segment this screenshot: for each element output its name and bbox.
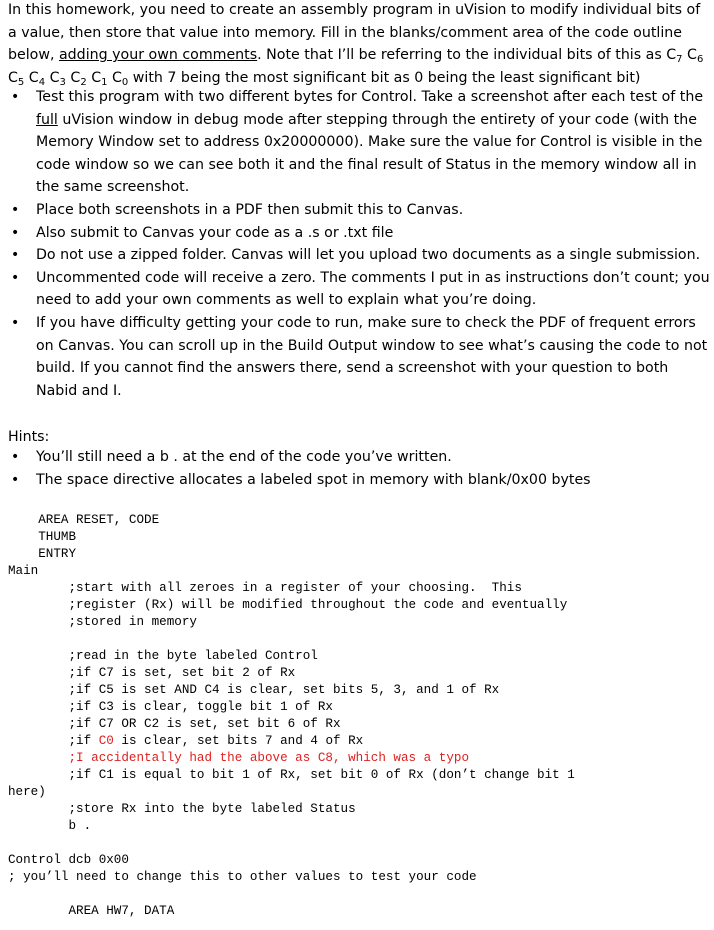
intro-text-3: with 7 being the most significant bit as 0 being the least significant bit)	[128, 69, 641, 86]
code-line-tail: is clear, set bits 7 and 4 of Rx	[113, 734, 364, 748]
code-line: AREA RESET, CODE	[8, 513, 160, 527]
code-line: ;stored in memory	[8, 615, 197, 629]
intro-text-1: In this homework, you need to create an assembly program in uVision to modify individual bits of a value, then store that value into memory. Fill in the blanks/comment area of the code outline below,	[8, 2, 701, 64]
code-line: Main	[8, 564, 39, 578]
list-item	[8, 222, 710, 245]
code-line: ;if C1 is equal to bit 1 of Rx, set bit 0 of Rx (don’t change bit 1	[8, 768, 575, 782]
bullet-text: Do not use a zipped folder. Canvas will let you upload two documents as a single submission.	[36, 247, 701, 264]
code-line: Control dcb 0x00	[8, 853, 129, 867]
list-item	[8, 312, 710, 402]
list-item	[8, 267, 710, 312]
instruction-list	[8, 86, 710, 402]
code-highlight-c0: C0	[98, 734, 114, 748]
bullet-text-tail: uVision window in debug mode after stepping through the entirety of your code (with the Memory Window set to address 0x20000000). Make sure the value for Control is visible in the code window so we can see both it and the final result of Status in the memory window all in the same screenshot.	[36, 111, 703, 196]
code-line: AREA HW7, DATA	[8, 904, 175, 918]
code-line: ;register (Rx) will be modified throughout the code and eventually	[8, 598, 568, 612]
list-item: • You’ll still need a b . at the end of the code you’ve written.	[8, 446, 710, 469]
bullet-text: If you have difficulty getting your code to run, make sure to check the PDF of frequent errors on Canvas. You can scroll up in the Build Output window to see what’s causing the code to not build. If you cannot find the answers there, send a screenshot with your question to both Nabid and I.	[36, 314, 708, 399]
bullet-text: Uncommented code will receive a zero. The comments I put in as instructions don’t count; you need to add your own comments as well to explain what you’re doing.	[36, 269, 710, 309]
code-listing	[8, 512, 575, 920]
hints-list	[8, 446, 710, 491]
code-line: ;read in the byte labeled Control	[8, 649, 318, 663]
code-line: ;if C3 is clear, toggle bit 1 of Rx	[8, 700, 333, 714]
code-line: ;start with all zeroes in a register of your choosing. This	[8, 581, 522, 595]
code-line: ;if C5 is set AND C4 is clear, set bits 5, 3, and 1 of Rx	[8, 683, 500, 697]
list-item	[8, 199, 710, 222]
code-line: here)	[8, 785, 46, 799]
intro-text-2: . Note that I’ll be referring to the individual bits of this as C	[257, 47, 677, 64]
hints-heading: Hints:	[8, 429, 50, 445]
code-line: b .	[8, 819, 92, 833]
list-item: • The space directive allocates a labeled spot in memory with blank/0x00 bytes	[8, 469, 710, 492]
code-line: ;if	[8, 734, 99, 748]
list-item	[8, 244, 710, 267]
code-line: ; you’ll need to change this to other values to test your code	[8, 870, 477, 884]
code-line: ENTRY	[8, 547, 77, 561]
bullet-text: Place both screenshots in a PDF then submit this to Canvas.	[36, 201, 464, 218]
intro-paragraph: In this homework, you need to create an assembly program in uVision to modify individual bits of a value, then store that value into memory. Fill in the blanks/comment area of the code outline below, adding your own comments. Note that I’ll be referring to the individual bits of this as $C_7$ $C_6$ $C_5$ $C_4$ $C_3$ $C_2$ $C_1$ $C_0$ with 7 being the most significant bit as 0 being the least significant bit)	[8, 2, 704, 88]
intro-underlined: adding your own comments	[58, 47, 258, 64]
code-line: ;if C7 OR C2 is set, set bit 6 of Rx	[8, 717, 341, 731]
code-typo-note: ;I accidentally had the above as C8, which was a typo	[8, 751, 470, 765]
code-line: THUMB	[8, 530, 77, 544]
list-item	[8, 86, 710, 199]
code-line: ;store Rx into the byte labeled Status	[8, 802, 356, 816]
bullet-text: Also submit to Canvas your code as a .s or .txt file	[36, 224, 394, 241]
bullet-underlined: full	[36, 111, 58, 128]
code-line: ;if C7 is set, set bit 2 of Rx	[8, 666, 296, 680]
bullet-text: Test this program with two different bytes for Control. Take a screenshot after each test of the	[36, 89, 704, 105]
